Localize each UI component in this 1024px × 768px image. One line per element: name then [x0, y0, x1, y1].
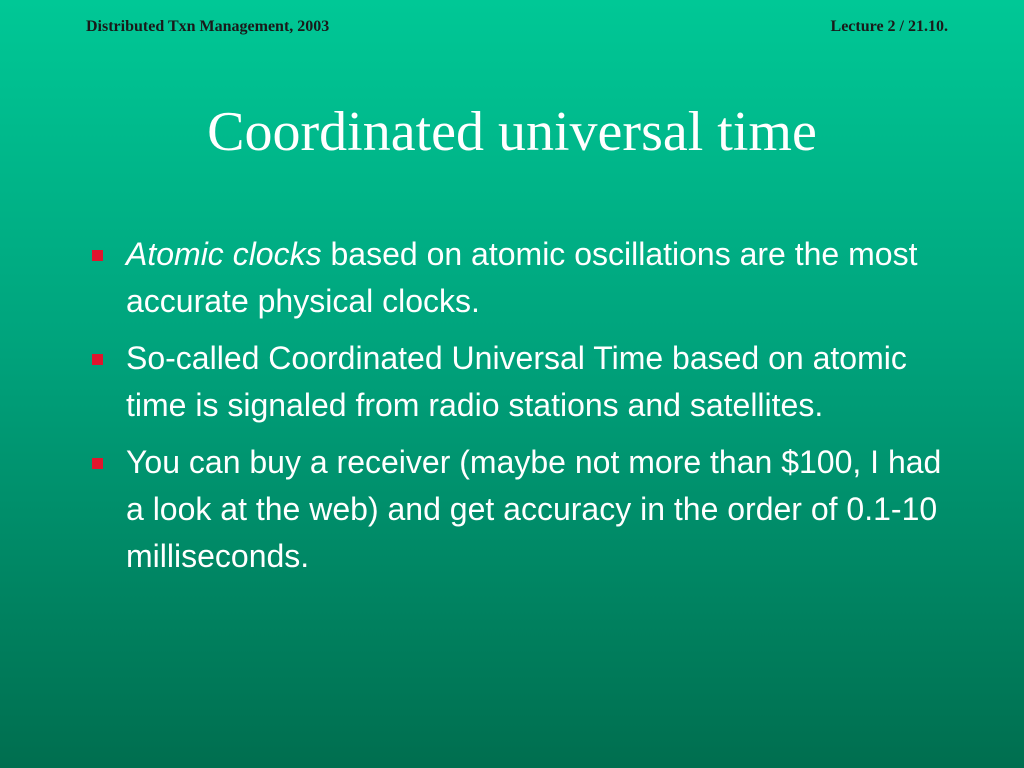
header-lecture-info: Lecture 2 / 21.10.	[830, 18, 948, 35]
bullet-square-icon	[92, 458, 103, 469]
bullet-item	[90, 335, 960, 429]
bullet-text: You can buy a receiver (maybe not more than $100, I had a look at the web) and get accuracy in the order of 0.1-10 milliseconds.	[126, 444, 942, 574]
bullet-text: based on atomic oscillations are the most accurate physical clocks.	[126, 236, 918, 319]
bullet-item	[90, 231, 960, 325]
header-course-title: Distributed Txn Management, 2003	[86, 18, 330, 35]
bullet-text: So-called Coordinated Universal Time based on atomic time is signaled from radio stations and satellites.	[126, 340, 907, 423]
bullet-term: Atomic clocks	[126, 236, 322, 272]
slide-title: Coordinated universal time	[207, 101, 817, 163]
bullet-list	[90, 231, 960, 590]
bullet-square-icon	[92, 354, 103, 365]
bullet-item	[90, 439, 960, 580]
bullet-square-icon	[92, 250, 103, 261]
